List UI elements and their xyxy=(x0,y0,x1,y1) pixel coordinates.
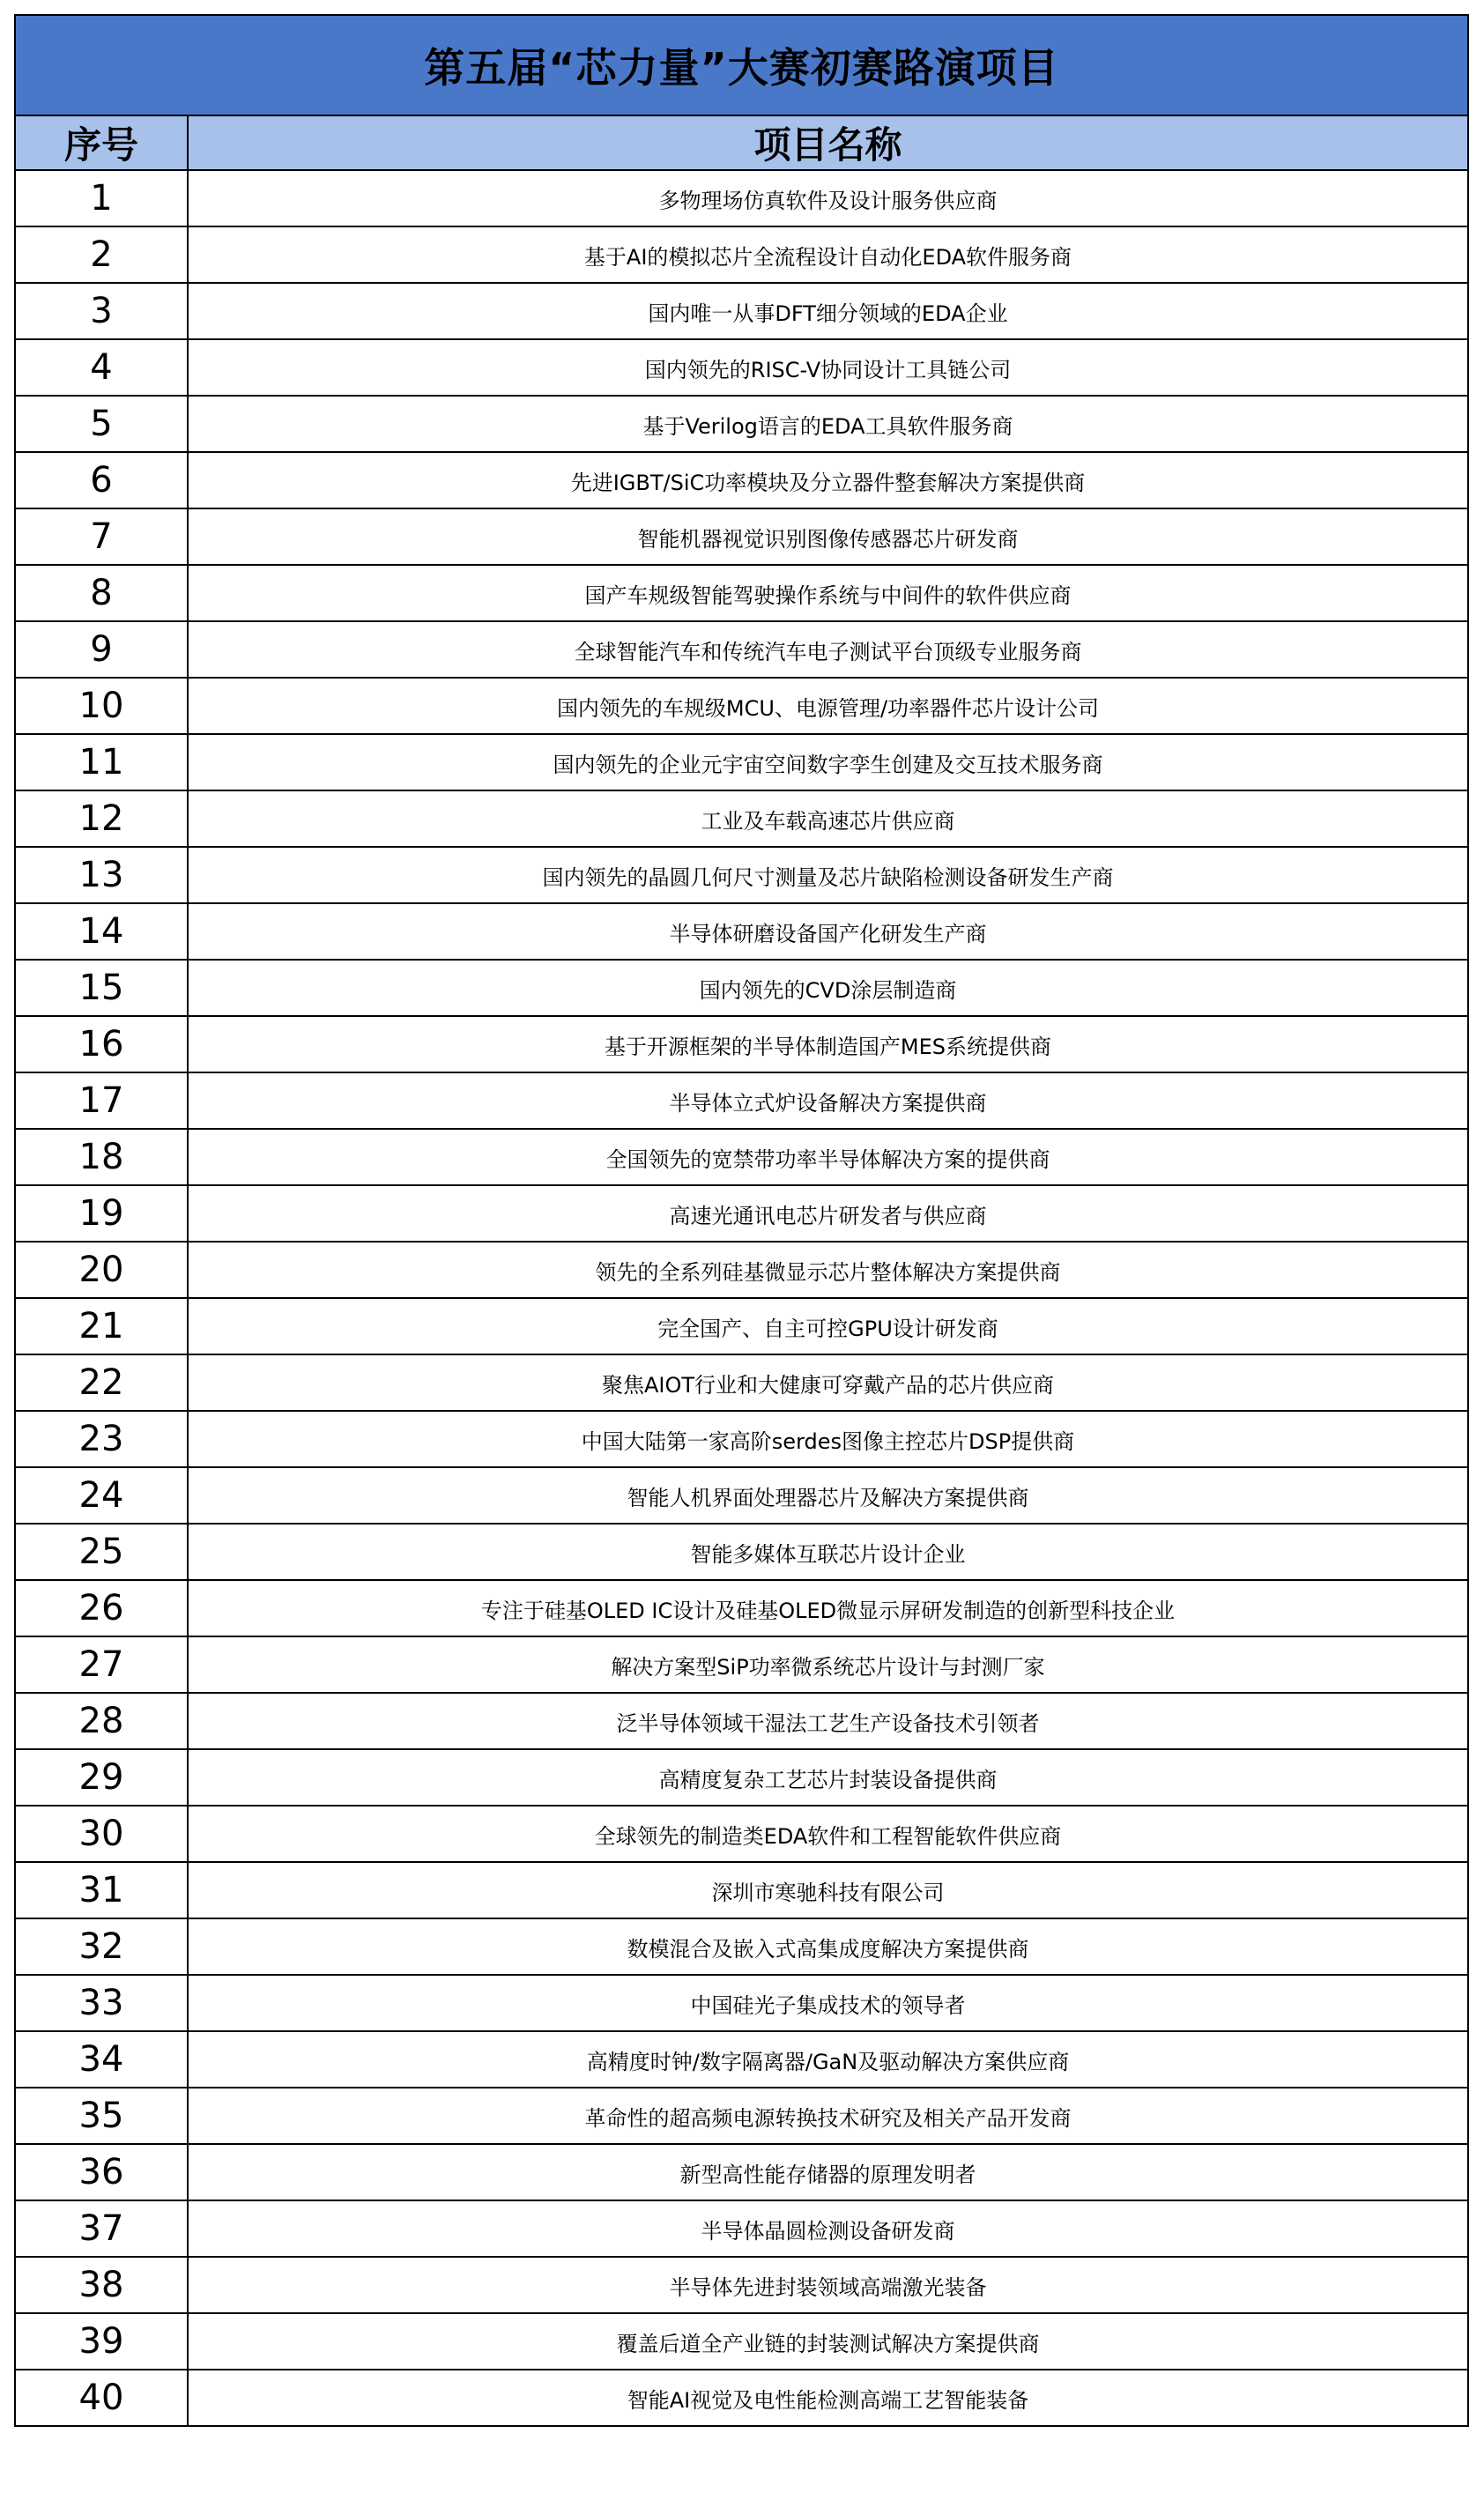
row-number-cell: 29 xyxy=(15,1749,188,1806)
row-number-cell: 22 xyxy=(15,1354,188,1411)
project-name-cell: 覆盖后道全产业链的封装测试解决方案提供商 xyxy=(188,2313,1468,2370)
project-name-cell: 革命性的超高频电源转换技术研究及相关产品开发商 xyxy=(188,2088,1468,2144)
row-number-cell: 1 xyxy=(15,170,188,226)
row-number-cell: 40 xyxy=(15,2370,188,2426)
project-name-cell: 全球智能汽车和传统汽车电子测试平台顶级专业服务商 xyxy=(188,621,1468,678)
row-number-cell: 27 xyxy=(15,1636,188,1693)
column-header-number: 序号 xyxy=(15,115,188,170)
table-row xyxy=(15,1975,1468,2031)
row-number-cell: 36 xyxy=(15,2144,188,2200)
project-name-cell: 新型高性能存储器的原理发明者 xyxy=(188,2144,1468,2200)
row-number-cell: 28 xyxy=(15,1693,188,1749)
row-number-cell: 33 xyxy=(15,1975,188,2031)
table-row xyxy=(15,283,1468,339)
table-row xyxy=(15,1129,1468,1185)
table-row xyxy=(15,960,1468,1016)
row-number-cell: 4 xyxy=(15,339,188,396)
title-row xyxy=(15,15,1468,115)
row-number-cell: 8 xyxy=(15,565,188,621)
project-name-cell: 高精度复杂工艺芯片封装设备提供商 xyxy=(188,1749,1468,1806)
project-name-cell: 高精度时钟/数字隔离器/GaN及驱动解决方案供应商 xyxy=(188,2031,1468,2088)
table-row xyxy=(15,339,1468,396)
row-number-cell: 6 xyxy=(15,452,188,508)
row-number-cell: 38 xyxy=(15,2257,188,2313)
project-name-cell: 国产车规级智能驾驶操作系统与中间件的软件供应商 xyxy=(188,565,1468,621)
table-row xyxy=(15,1806,1468,1862)
table-row xyxy=(15,2088,1468,2144)
table-row xyxy=(15,1467,1468,1524)
row-number-cell: 30 xyxy=(15,1806,188,1862)
row-number-cell: 14 xyxy=(15,903,188,960)
project-name-cell: 数模混合及嵌入式高集成度解决方案提供商 xyxy=(188,1918,1468,1975)
project-name-cell: 泛半导体领域干湿法工艺生产设备技术引领者 xyxy=(188,1693,1468,1749)
project-name-cell: 基于AI的模拟芯片全流程设计自动化EDA软件服务商 xyxy=(188,226,1468,283)
project-name-cell: 半导体立式炉设备解决方案提供商 xyxy=(188,1072,1468,1129)
project-name-cell: 半导体先进封装领域高端激光装备 xyxy=(188,2257,1468,2313)
table-row xyxy=(15,1693,1468,1749)
row-number-cell: 18 xyxy=(15,1129,188,1185)
row-number-cell: 32 xyxy=(15,1918,188,1975)
row-number-cell: 39 xyxy=(15,2313,188,2370)
table-row xyxy=(15,1072,1468,1129)
project-name-cell: 半导体晶圆检测设备研发商 xyxy=(188,2200,1468,2257)
table-row xyxy=(15,2313,1468,2370)
project-name-cell: 国内领先的RISC-V协同设计工具链公司 xyxy=(188,339,1468,396)
project-name-cell: 全国领先的宽禁带功率半导体解决方案的提供商 xyxy=(188,1129,1468,1185)
table-row xyxy=(15,1749,1468,1806)
table-row xyxy=(15,396,1468,452)
row-number-cell: 13 xyxy=(15,847,188,903)
table-row xyxy=(15,1411,1468,1467)
table-row xyxy=(15,226,1468,283)
project-name-cell: 国内领先的晶圆几何尺寸测量及芯片缺陷检测设备研发生产商 xyxy=(188,847,1468,903)
table-row xyxy=(15,790,1468,847)
project-name-cell: 基于Verilog语言的EDA工具软件服务商 xyxy=(188,396,1468,452)
table-row xyxy=(15,1580,1468,1636)
project-name-cell: 国内领先的企业元宇宙空间数字孪生创建及交互技术服务商 xyxy=(188,734,1468,790)
table-row xyxy=(15,1298,1468,1354)
row-number-cell: 10 xyxy=(15,678,188,734)
table-row xyxy=(15,1524,1468,1580)
table-row xyxy=(15,508,1468,565)
project-name-cell: 专注于硅基OLED IC设计及硅基OLED微显示屏研发制造的创新型科技企业 xyxy=(188,1580,1468,1636)
row-number-cell: 15 xyxy=(15,960,188,1016)
row-number-cell: 37 xyxy=(15,2200,188,2257)
table-row xyxy=(15,734,1468,790)
project-name-cell: 工业及车载高速芯片供应商 xyxy=(188,790,1468,847)
project-name-cell: 完全国产、自主可控GPU设计研发商 xyxy=(188,1298,1468,1354)
project-name-cell: 国内领先的车规级MCU、电源管理/功率器件芯片设计公司 xyxy=(188,678,1468,734)
table-row xyxy=(15,2144,1468,2200)
project-name-cell: 领先的全系列硅基微显示芯片整体解决方案提供商 xyxy=(188,1242,1468,1298)
project-table xyxy=(14,14,1469,2427)
row-number-cell: 31 xyxy=(15,1862,188,1918)
project-name-cell: 先进IGBT/SiC功率模块及分立器件整套解决方案提供商 xyxy=(188,452,1468,508)
table-row xyxy=(15,678,1468,734)
project-name-cell: 智能机器视觉识别图像传感器芯片研发商 xyxy=(188,508,1468,565)
row-number-cell: 16 xyxy=(15,1016,188,1072)
row-number-cell: 21 xyxy=(15,1298,188,1354)
row-number-cell: 3 xyxy=(15,283,188,339)
row-number-cell: 9 xyxy=(15,621,188,678)
project-name-cell: 智能多媒体互联芯片设计企业 xyxy=(188,1524,1468,1580)
row-number-cell: 23 xyxy=(15,1411,188,1467)
row-number-cell: 35 xyxy=(15,2088,188,2144)
row-number-cell: 19 xyxy=(15,1185,188,1242)
project-name-cell: 中国大陆第一家高阶serdes图像主控芯片DSP提供商 xyxy=(188,1411,1468,1467)
project-name-cell: 智能人机界面处理器芯片及解决方案提供商 xyxy=(188,1467,1468,1524)
row-number-cell: 24 xyxy=(15,1467,188,1524)
project-name-cell: 基于开源框架的半导体制造国产MES系统提供商 xyxy=(188,1016,1468,1072)
project-name-cell: 多物理场仿真软件及设计服务供应商 xyxy=(188,170,1468,226)
project-name-cell: 全球领先的制造类EDA软件和工程智能软件供应商 xyxy=(188,1806,1468,1862)
table-row xyxy=(15,903,1468,960)
row-number-cell: 12 xyxy=(15,790,188,847)
row-number-cell: 17 xyxy=(15,1072,188,1129)
table-row xyxy=(15,1636,1468,1693)
table-row xyxy=(15,847,1468,903)
table-row xyxy=(15,170,1468,226)
row-number-cell: 34 xyxy=(15,2031,188,2088)
row-number-cell: 25 xyxy=(15,1524,188,1580)
table-title: 第五届“芯力量”大赛初赛路演项目 xyxy=(15,15,1468,115)
table-row xyxy=(15,2200,1468,2257)
table-body xyxy=(15,170,1468,2426)
row-number-cell: 5 xyxy=(15,396,188,452)
row-number-cell: 2 xyxy=(15,226,188,283)
row-number-cell: 7 xyxy=(15,508,188,565)
table-row xyxy=(15,1016,1468,1072)
row-number-cell: 11 xyxy=(15,734,188,790)
table-row xyxy=(15,1354,1468,1411)
project-name-cell: 国内唯一从事DFT细分领域的EDA企业 xyxy=(188,283,1468,339)
column-header-project-name: 项目名称 xyxy=(188,115,1468,170)
project-name-cell: 半导体研磨设备国产化研发生产商 xyxy=(188,903,1468,960)
table-row xyxy=(15,1242,1468,1298)
table-row xyxy=(15,621,1468,678)
project-name-cell: 聚焦AIOT行业和大健康可穿戴产品的芯片供应商 xyxy=(188,1354,1468,1411)
project-name-cell: 智能AI视觉及电性能检测高端工艺智能装备 xyxy=(188,2370,1468,2426)
row-number-cell: 26 xyxy=(15,1580,188,1636)
header-row xyxy=(15,115,1468,170)
table-row xyxy=(15,2370,1468,2426)
project-name-cell: 高速光通讯电芯片研发者与供应商 xyxy=(188,1185,1468,1242)
table-row xyxy=(15,2257,1468,2313)
table-row xyxy=(15,2031,1468,2088)
project-name-cell: 中国硅光子集成技术的领导者 xyxy=(188,1975,1468,2031)
table-row xyxy=(15,452,1468,508)
table-row xyxy=(15,565,1468,621)
row-number-cell: 20 xyxy=(15,1242,188,1298)
project-name-cell: 解决方案型SiP功率微系统芯片设计与封测厂家 xyxy=(188,1636,1468,1693)
project-name-cell: 深圳市寒驰科技有限公司 xyxy=(188,1862,1468,1918)
table-row xyxy=(15,1918,1468,1975)
table-row xyxy=(15,1185,1468,1242)
project-name-cell: 国内领先的CVD涂层制造商 xyxy=(188,960,1468,1016)
table-row xyxy=(15,1862,1468,1918)
